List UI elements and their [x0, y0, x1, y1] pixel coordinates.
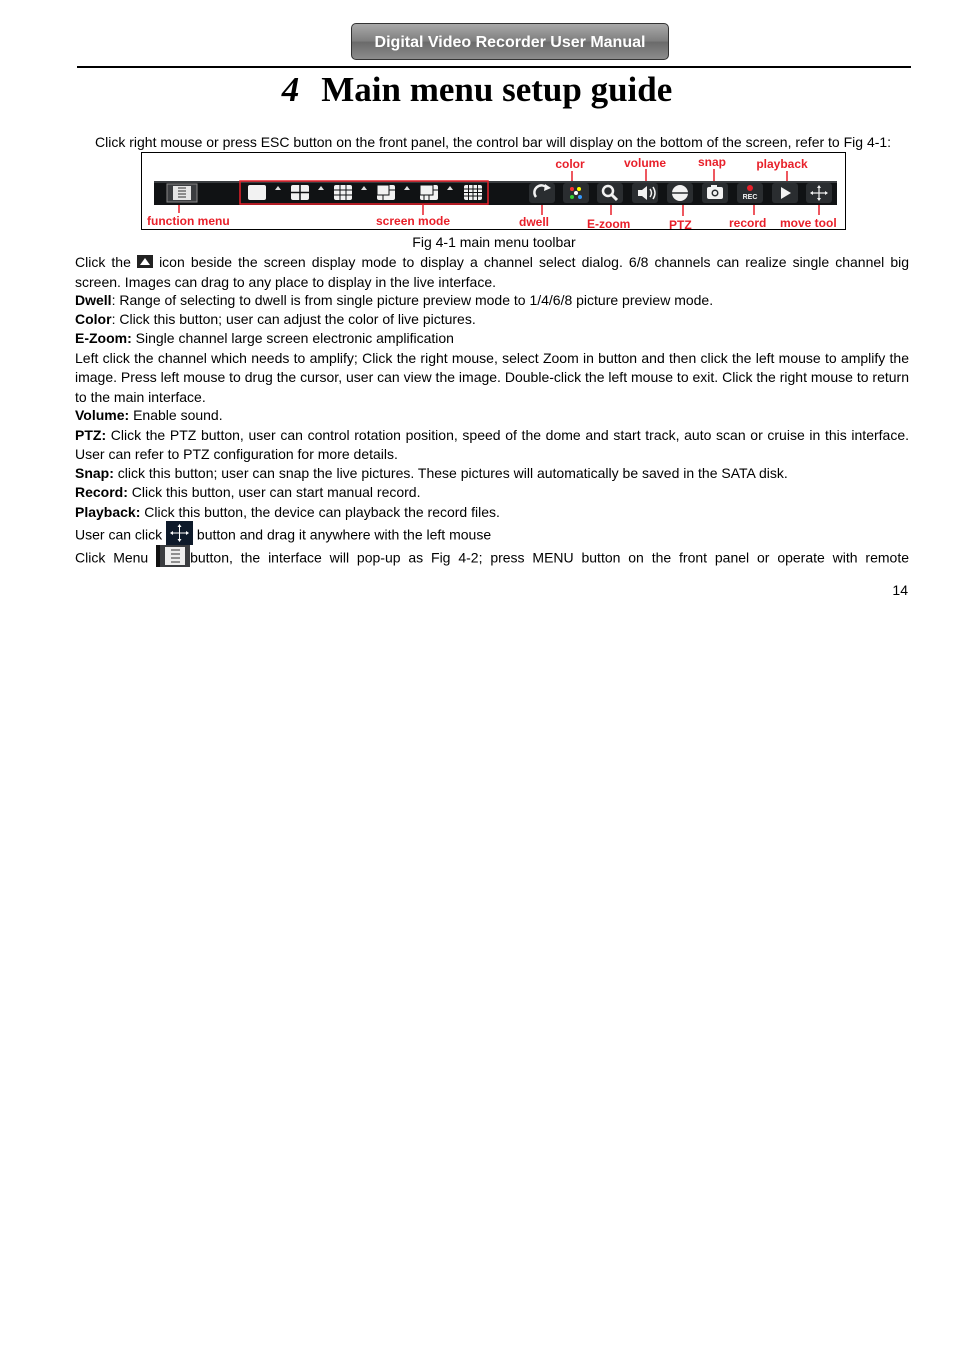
label-dwell: dwell — [519, 215, 550, 229]
toolbar-figure — [141, 152, 846, 230]
dwell-icon — [529, 183, 555, 203]
manual-title-badge: Digital Video Recorder User Manual — [351, 23, 669, 60]
label-function-menu: function menu — [147, 214, 230, 228]
menu-icon — [156, 545, 190, 572]
label-screen-mode: screen mode — [376, 214, 451, 228]
playback-text: Click this button, the device can playback the record files. — [140, 504, 500, 520]
menu-paragraph — [75, 545, 909, 572]
page-number: 14 — [892, 582, 908, 598]
volume-text: Enable sound. — [129, 407, 223, 423]
sixteen-screen-icon — [464, 185, 482, 200]
volume-paragraph — [75, 406, 909, 425]
p1-post: icon beside the screen display mode to display a channel select dialog. 6/8 channels can realize single channel big screen. Images can drag to any place to display in the live interface. — [75, 254, 910, 290]
ezoom-paragraph — [75, 329, 909, 348]
snap-term: Snap: — [75, 465, 114, 481]
toolbar-illustration — [142, 153, 845, 229]
label-move-tool: move tool — [780, 216, 837, 229]
p1-pre: Click the — [75, 254, 131, 270]
dwell-term: Dwell — [75, 292, 112, 308]
chapter-title: Main menu setup guide — [321, 70, 673, 109]
record-term: Record: — [75, 484, 128, 500]
chapter-number: 4 — [281, 70, 300, 109]
label-snap: snap — [697, 155, 727, 169]
color-term: Color — [75, 311, 112, 327]
menu-post: button, the interface will pop-up as Fig 4-2; press MENU button on the front panel or operate with remote — [190, 549, 909, 566]
ptz-text: Click the PTZ button, user can control rotation position, speed of the dome and start track, auto scan or cruise in this interface. User can refer to PTZ configuration for more details. — [75, 427, 909, 463]
volume-term: Volume: — [75, 407, 130, 423]
up-arrow-icon — [137, 254, 153, 273]
ezoom-term: E-Zoom: — [75, 330, 132, 346]
move-post: button and drag it anywhere with the left mouse — [196, 526, 492, 543]
record-icon — [737, 183, 763, 203]
color-icon — [563, 183, 589, 203]
menu-pre: Click Menu — [75, 549, 149, 566]
move-pre: User can click — [75, 526, 163, 543]
ptz-paragraph — [75, 426, 909, 465]
label-ezoom: E-zoom — [587, 217, 631, 229]
record-text: Click this button, user can start manual record. — [127, 484, 421, 500]
volume-icon — [632, 183, 658, 203]
snap-text: click this button; user can snap the live pictures. These pictures will automatically be saved in the SATA disk. — [113, 465, 788, 481]
ezoom-detail-paragraph: Left click the channel which needs to amplify; Click the right mouse, select Zoom in button and then click the left mouse to amplify the image. Press left mouse to drug the cursor, user can view the image. Double-click the left mouse to exit. Click the right mouse to return to the main interface. — [75, 350, 909, 405]
playback-paragraph — [75, 503, 909, 522]
label-color: color — [555, 157, 585, 171]
label-volume: volume — [623, 156, 667, 170]
ptz-term: PTZ: — [75, 427, 107, 443]
rec-badge: REC — [742, 194, 758, 201]
snap-paragraph — [75, 464, 909, 483]
dwell-paragraph — [75, 291, 909, 310]
color-paragraph — [75, 310, 909, 329]
record-paragraph — [75, 483, 909, 502]
channel-select-paragraph — [75, 253, 909, 292]
dwell-text: : Range of selecting to dwell is from single picture preview mode to 1/4/6/8 picture preview mode. — [111, 292, 714, 308]
label-playback: playback — [756, 157, 808, 171]
figure-caption: Fig 4-1 main menu toolbar — [412, 234, 576, 250]
label-record: record — [729, 216, 767, 229]
playback-term: Playback: — [75, 504, 141, 520]
chapter-heading — [0, 70, 954, 110]
header-rule — [77, 66, 911, 68]
color-text: : Click this button; user can adjust the color of live pictures. — [111, 311, 476, 327]
playback-icon — [772, 183, 798, 203]
label-ptz: PTZ — [669, 218, 692, 229]
ezoom-icon — [597, 183, 623, 203]
snap-icon — [702, 183, 728, 203]
function-menu-icon — [167, 184, 197, 202]
move-tool-icon — [806, 183, 832, 203]
ptz-icon — [667, 183, 693, 203]
intro-text: Click right mouse or press ESC button on the front panel, the control bar will display on the bottom of the screen, refer to Fig 4-1: — [95, 134, 892, 150]
ezoom-text: Single channel large screen electronic amplification — [131, 330, 454, 346]
